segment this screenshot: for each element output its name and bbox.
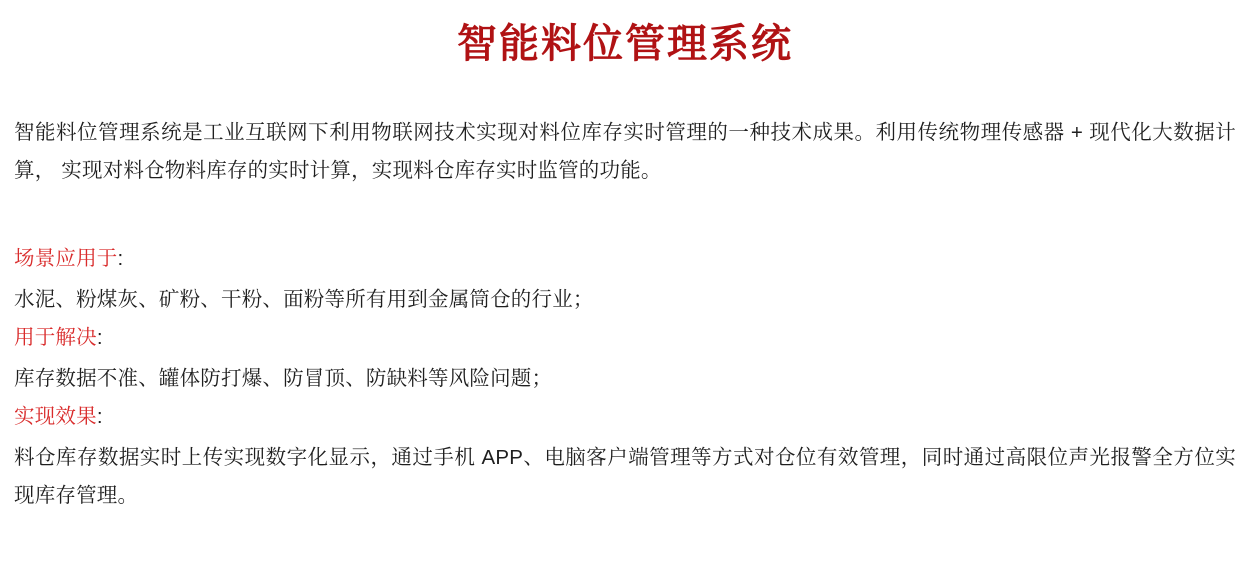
section-solves — [14, 319, 1236, 398]
section-spacer — [14, 210, 1236, 240]
section-effect — [14, 398, 1236, 515]
page-title: 智能料位管理系统 — [457, 21, 793, 67]
section-scenario-label-colon: : — [117, 247, 124, 271]
section-scenario-label — [14, 240, 1236, 279]
section-scenario-label-text: 场景应用于 — [14, 247, 118, 271]
section-solves-text: 库存数据不准、罐体防打爆、防冒顶、防缺料等风险问题； — [14, 367, 553, 391]
section-scenario-text: 水泥、粉煤灰、矿粉、干粉、面粉等所有用到金属筒仓的行业； — [14, 288, 594, 312]
document-page — [0, 16, 1250, 588]
section-scenario — [14, 240, 1236, 319]
section-effect-text: 料仓库存数据实时上传实现数字化显示，通过手机 APP、电脑客户端管理等方式对仓位有效管理，同时通过高限位声光报警全方位实现库存管理。 — [14, 446, 1236, 507]
section-effect-label — [14, 398, 1236, 437]
intro-paragraph: 智能料位管理系统是工业互联网下利用物联网技术实现对料位库存实时管理的一种技术成果。利用传统物理传感器 + 现代化大数据计算， 实现对料仓物料库存的实时计算，实现料仓库存实时监管的功能。 — [14, 121, 1236, 182]
section-solves-label-colon: : — [96, 326, 103, 350]
section-effect-label-text: 实现效果 — [14, 405, 97, 429]
section-effect-label-colon: : — [96, 405, 103, 429]
section-solves-label-text: 用于解决 — [14, 326, 97, 350]
section-solves-label — [14, 319, 1236, 358]
